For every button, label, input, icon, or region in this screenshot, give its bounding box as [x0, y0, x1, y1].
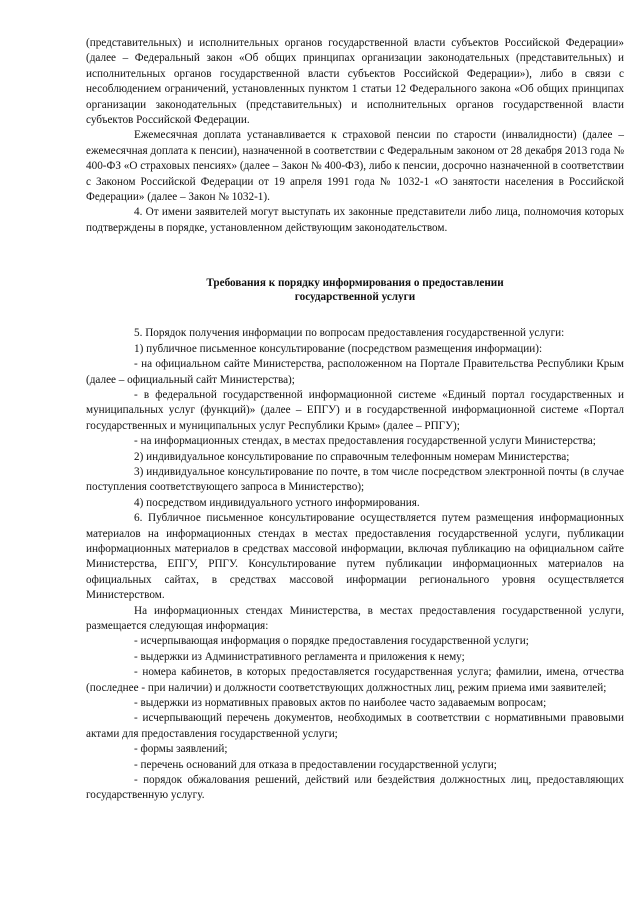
list-item: - на информационных стендах, в местах предоставления государственной услуги Министерства; — [134, 435, 596, 448]
list-item: - номера кабинетов, в которых предоставляется государственная услуга; фамилии, имена, отчества (последнее - при наличии) и должности соответствующих должностных лиц, режим приема ими заявителей; — [86, 666, 624, 694]
list-item: 1) публичное письменное консультирование (посредством размещения информации): — [134, 342, 543, 355]
paragraph-stands-info: На информационных стендах Министерства, в местах предоставления государственной услуги, размещается следующая информация: — [86, 604, 624, 632]
list-item: - перечень оснований для отказа в предоставлении государственной услуги; — [134, 758, 497, 771]
paragraph-item-4: 4. От имени заявителей могут выступать их законные представители либо лица, полномочия которых подтверждены в порядке, установленном действующим законодательством. — [86, 206, 624, 234]
list-item: - выдержки из нормативных правовых актов по наиболее часто задаваемым вопросам; — [134, 697, 547, 710]
list-item: - в федеральной государственной информационной системе «Единый портал государственных и муниципальных услуг (функций)» (далее – ЕПГУ) и в государственной информационной системе «Портал государственных и муниципальных услуг Республики Крым» (далее – РПГУ); — [86, 388, 624, 432]
paragraph-item-5: 5. Порядок получения информации по вопросам предоставления государственной услуги: — [134, 327, 565, 340]
section-title-line-2: государственной услуги — [294, 291, 416, 304]
list-item: - исчерпывающая информация о порядке предоставления государственной услуги; — [134, 635, 529, 648]
paragraph-monthly-supplement: Ежемесячная доплата устанавливается к страховой пенсии по старости (инвалидности) (далее – ежемесячная доплата к пенсии), назначенной в соответствии с Федеральным законом от 28 декабря 2013 года № 400-ФЗ «О страховых пенсиях» (далее – Закон № 400-ФЗ), либо к пенсии, досрочно назначенной в соответствии с Законом Российской Федерации от 19 апреля 1991 года № 1032-1 «О занятости населения в Российской Федерации» (далее – Закон № 1032-1). — [86, 129, 624, 204]
list-item: - на официальном сайте Министерства, расположенном на Портале Правительства Республики Крым (далее – официальный сайт Министерства); — [86, 358, 624, 386]
list-item: - порядок обжалования решений, действий или бездействия должностных лиц, предоставляющих государственную услугу. — [86, 774, 624, 802]
list-item: - исчерпывающий перечень документов, необходимых в соответствии с нормативными правовыми актами для предоставления государственной услуги; — [86, 712, 624, 740]
list-item: 3) индивидуальное консультирование по почте, в том числе посредством электронной почты (в случае поступления соответствующего запроса в Министерство); — [86, 465, 624, 494]
section-title-line-1: Требования к порядку информирования о предоставлении — [206, 277, 504, 290]
section-title — [86, 276, 624, 304]
list-item: - выдержки из Административного регламента и приложения к нему; — [134, 650, 465, 663]
list-item: 2) индивидуальное консультирование по справочным телефонным номерам Министерства; — [134, 450, 570, 463]
paragraph-continuation: (представительных) и исполнительных органов государственной власти субъектов Российской Федерации» (далее – Федеральный закон «Об общих принципах организации законодательных (представительных) и исполнительных органов государственной власти субъектов Российской Федерации»), либо в связи с несоблюдением ограничений, установленных пунктом 1 статьи 12 Федерального закона «Об общих принципах организации законодательных (представительных) и исполнительных органов государственной власти субъектов Российской Федерации. — [86, 37, 624, 127]
paragraph-item-6: 6. Публичное письменное консультирование осуществляется путем размещения информационных материалов на информационных стендах в местах предоставления государственной услуги, публикации информационных материалов в средствах массовой информации, включая публикацию на официальном сайте Министерства, ЕПГУ, РПГУ. Консультирование путем публикации информационных материалов на официальных сайтах, в средствах массовой информации регионального уровня осуществляется Министерством. — [86, 512, 624, 602]
list-item: - формы заявлений; — [134, 743, 228, 756]
list-item: 4) посредством индивидуального устного информирования. — [134, 496, 420, 509]
